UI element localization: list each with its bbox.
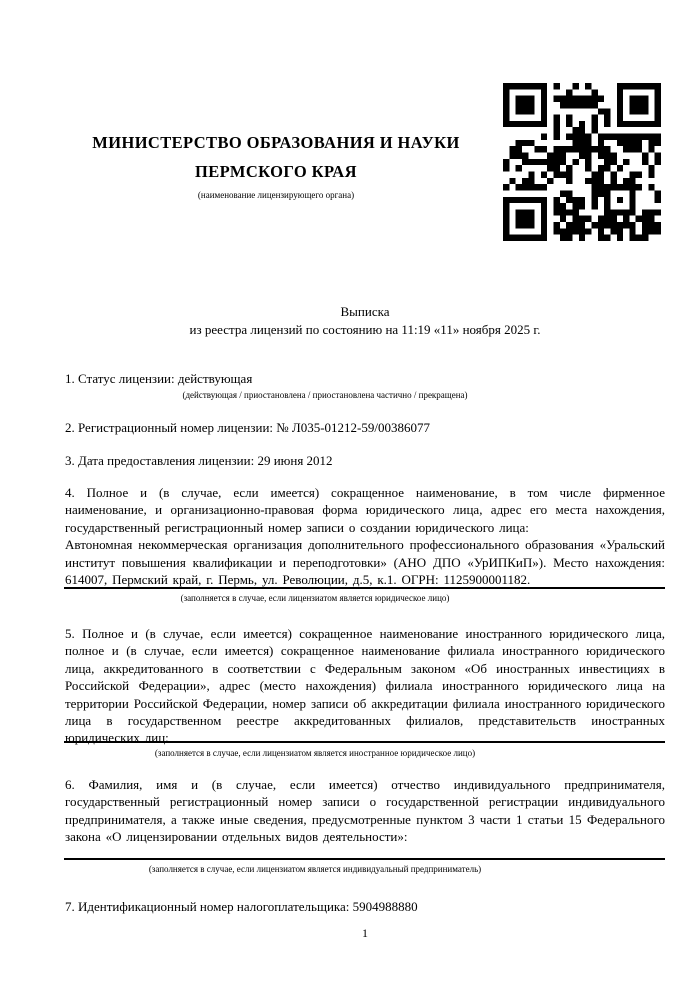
individual-entrepreneur-caption: (заполняется в случае, если лицензиатом является индивидуальный предприниматель)	[148, 864, 482, 874]
legal-entity-value: Автономная некоммерческая организация дополнительного профессионального образования «Уральский институт повышения квалификации и переподготовки» (АНО ДПО «УрИПКиП»). Место нахождения: 614007, Пермский край, г. Пермь, ул. Революции, д.5, к.1. ОГРН: 1125900001182.	[65, 537, 665, 588]
foreign-entity-label: 5. Полное и (в случае, если имеется) сокращенное наименование иностранного юридического лица, полное и (в случае, если имеется) сокращенное наименование филиала иностранного юридического лица, аккредитованного в соответствии с Федеральным законом «Об иностранных инвестициях в Российской Федерации», адрес (место нахождения) филиала иностранного юридического лица на территории Российской Федерации, номер записи об аккредитации филиала иностранного юридического лица в государственном реестре аккредитованных филиалов, представительств иностранных юридических лиц:	[65, 626, 665, 746]
qr-code-icon	[503, 83, 661, 241]
document-title	[65, 303, 665, 338]
item-license-status	[65, 370, 665, 387]
item-legal-entity	[65, 484, 665, 588]
license-date-text: 3. Дата предоставления лицензии: 29 июня 2012	[65, 453, 333, 468]
legal-entity-label: 4. Полное и (в случае, если имеется) сокращенное наименование, в том числе фирменное наименование, и организационно-правовая форма юридического лица, адрес его места нахождения, государственный регистрационный номер записи о создании юридического лица:	[65, 485, 665, 535]
document-title-line1: Выписка	[340, 304, 390, 319]
taxpayer-number-text: 7. Идентификационный номер налогоплательщика: 5904988880	[65, 899, 418, 914]
field-rule-individual-entrepreneur	[64, 858, 665, 860]
foreign-entity-caption: (заполняется в случае, если лицензиатом является иностранное юридическое лицо)	[154, 748, 476, 758]
ministry-name-line1: МИНИСТЕРСТВО ОБРАЗОВАНИЯ И НАУКИ	[92, 133, 460, 152]
page-number: 1	[362, 926, 368, 940]
document-title-line2: из реестра лицензий по состоянию на 11:19 «11» ноября 2025 г.	[189, 321, 541, 337]
license-status-caption: (действующая / приостановлена / приостановлена частично / прекращена)	[182, 390, 468, 400]
item-license-date	[65, 452, 665, 469]
ministry-name-line2: ПЕРМСКОГО КРАЯ	[195, 162, 357, 181]
registration-number-text: 2. Регистрационный номер лицензии: № Л035-01212-59/00386077	[65, 420, 431, 435]
licensing-authority-header	[65, 128, 487, 201]
item-individual-entrepreneur	[65, 776, 665, 846]
individual-entrepreneur-label: 6. Фамилия, имя и (в случае, если имеется) отчество индивидуального предпринимателя, государственный регистрационный номер записи о государственной регистрации индивидуального предпринимателя, а также иные сведения, предусмотренные пунктом 3 части 1 статьи 15 Федерального закона «О лицензировании отдельных видов деятельности»:	[65, 777, 665, 845]
item-registration-number	[65, 419, 665, 436]
ministry-name-caption: (наименование лицензирующего органа)	[197, 190, 355, 200]
legal-entity-caption: (заполняется в случае, если лицензиатом является юридическое лицо)	[180, 593, 450, 603]
item-taxpayer-number	[65, 898, 665, 915]
field-rule-foreign-entity	[64, 741, 665, 743]
license-status-text: 1. Статус лицензии: действующая	[65, 371, 253, 386]
item-foreign-entity	[65, 625, 665, 747]
field-rule-legal-entity	[64, 587, 665, 589]
